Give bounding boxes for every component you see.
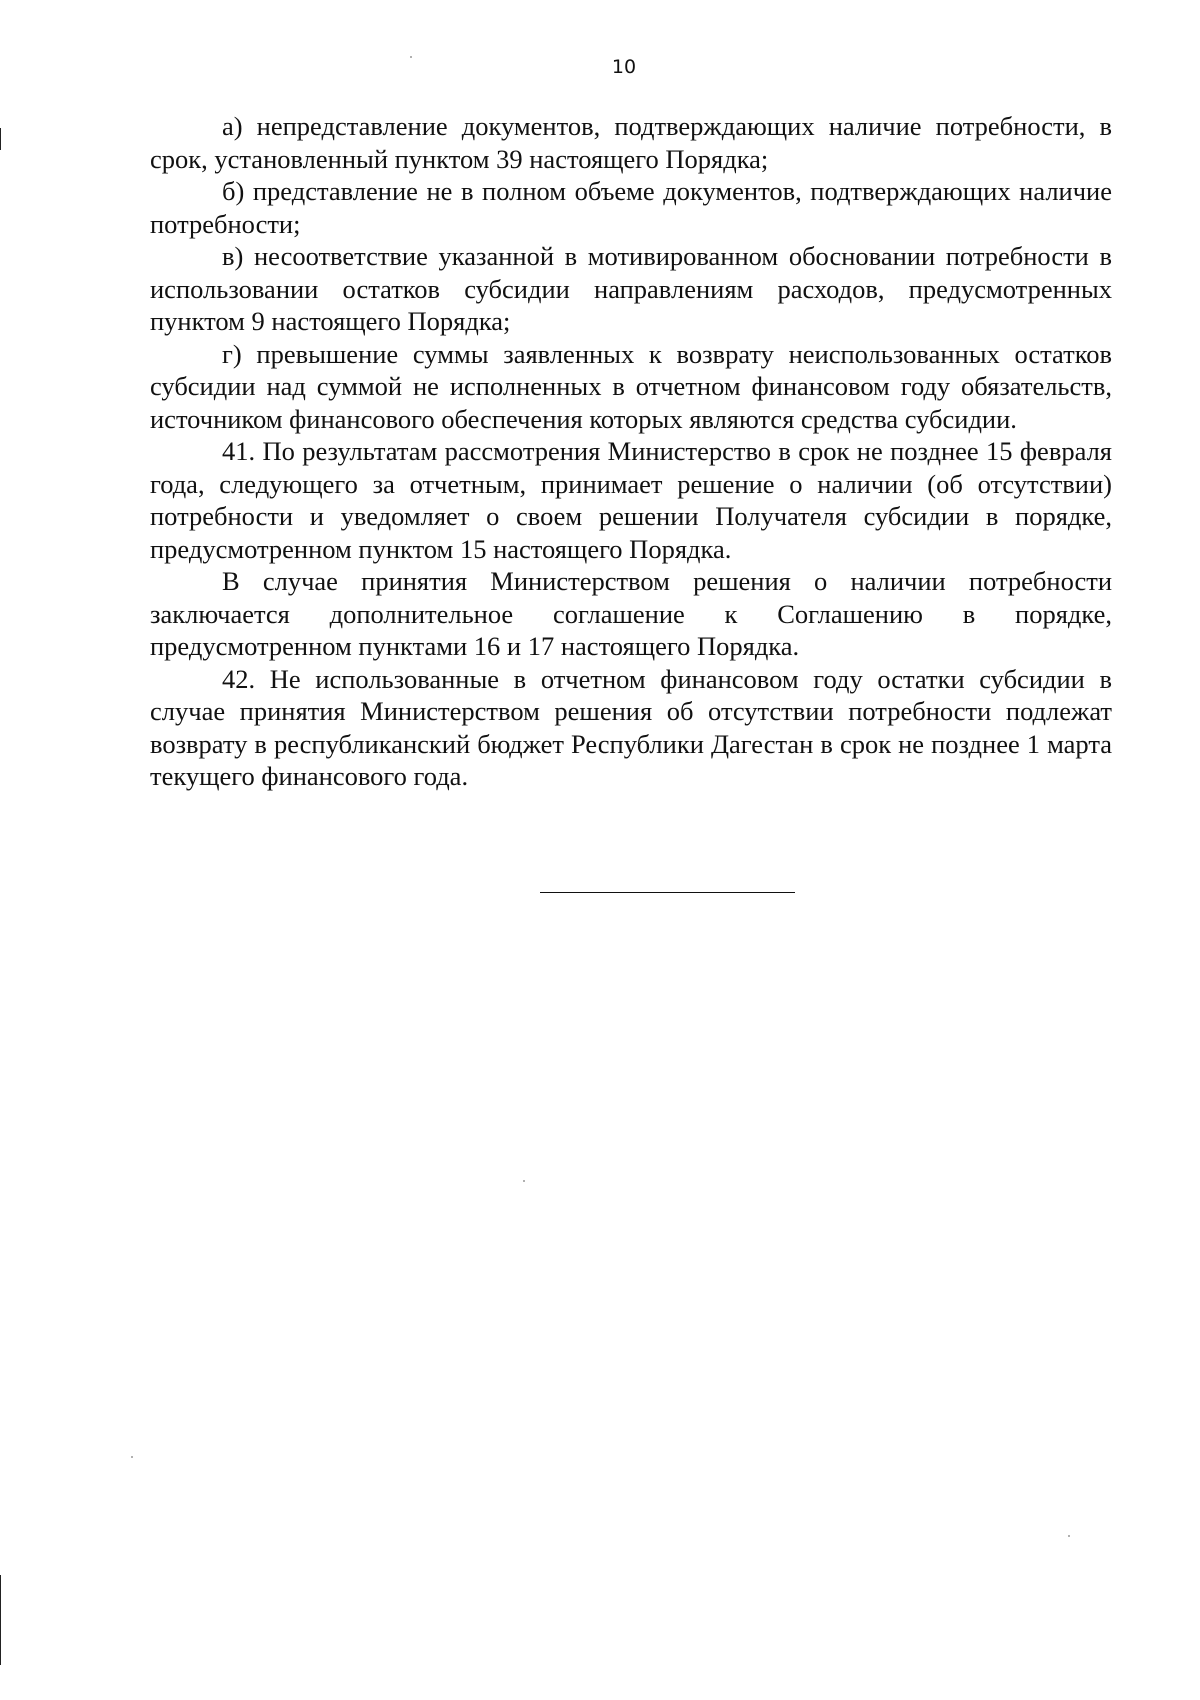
- scan-speck: [1068, 1535, 1070, 1537]
- scan-speck: [523, 1180, 525, 1182]
- paragraph-clause-41: 41. По результатам рассмотрения Министерство в срок не позднее 15 февраля года, следующего за отчетным, принимает решение о наличии (об отсутствии) потребности и уведомляет о своем решении Получателя субсидии в порядке, предусмотренном пунктом 15 настоящего Порядка.: [150, 436, 1112, 564]
- scan-edge-mark: [0, 1575, 1, 1665]
- closing-divider: [540, 892, 795, 893]
- page-number: 10: [611, 56, 637, 78]
- paragraph-item-a: а) непредставление документов, подтверждающих наличие потребности, в срок, установленный пунктом 39 настоящего Порядка;: [150, 111, 1112, 174]
- document-body: [150, 110, 1112, 793]
- scan-speck: [131, 1456, 133, 1458]
- paragraph-clause-42: 42. Не использованные в отчетном финансовом году остатки субсидии в случае принятия Министерством решения об отсутствии потребности подлежат возврату в республиканский бюджет Республики Дагестан в срок не позднее 1 марта текущего финансового года.: [150, 663, 1112, 791]
- scan-speck: [410, 56, 412, 58]
- paragraph-item-g: г) превышение суммы заявленных к возврату неиспользованных остатков субсидии над суммой не исполненных в отчетном финансовом году обязательств, источником финансового обеспечения которых являются средства субсидии.: [150, 338, 1112, 434]
- paragraph-item-b: б) представление не в полном объеме документов, подтверждающих наличие потребности;: [150, 176, 1112, 239]
- scan-edge-mark: [0, 128, 1, 150]
- paragraph-clause-41-continued: В случае принятия Министерством решения о наличии потребности заключается дополнительное соглашение к Соглашению в порядке, предусмотренном пунктами 16 и 17 настоящего Порядка.: [150, 566, 1112, 661]
- paragraph-item-v: в) несоответствие указанной в мотивированном обосновании потребности в использовании остатков субсидии направлениям расходов, предусмотренных пунктом 9 настоящего Порядка;: [150, 241, 1112, 336]
